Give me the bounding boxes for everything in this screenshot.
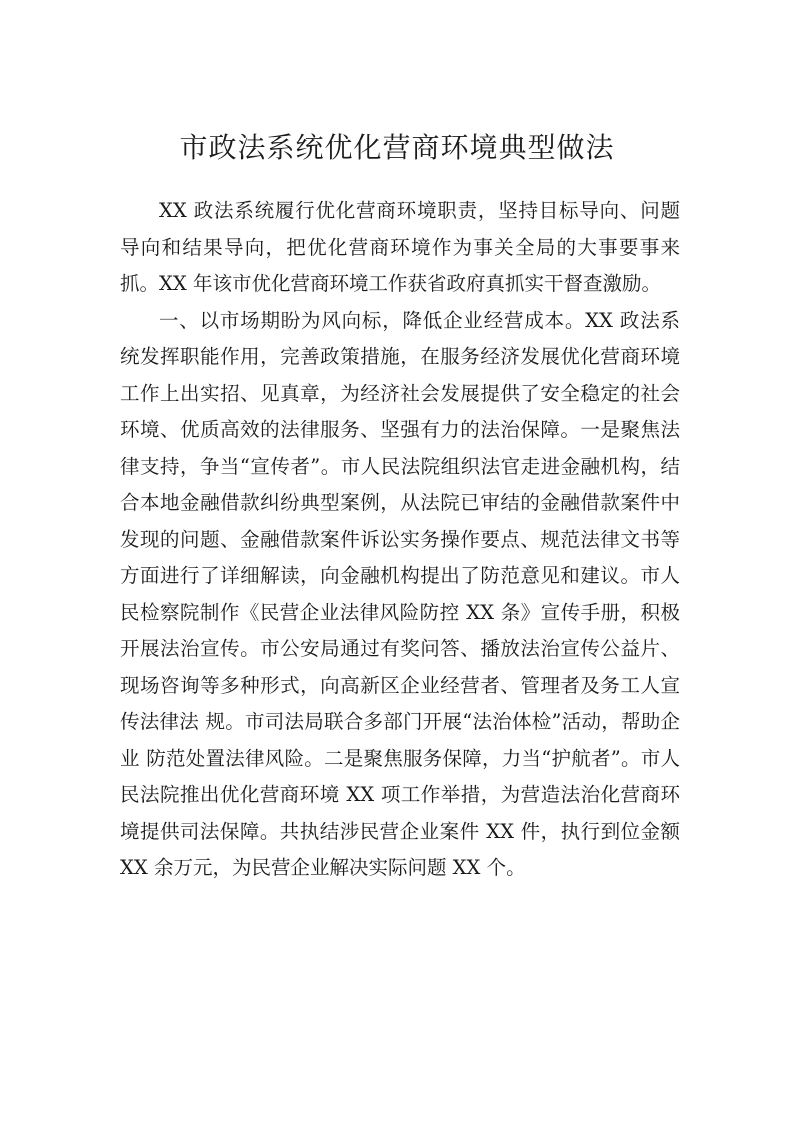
paragraph-section-one: 一、以市场期盼为风向标，降低企业经营成本。XX 政法系统发挥职能作用，完善政策措施，在服务经济发展优化营商环境工作上出实招、见真章，为经济社会发展提供了安全稳定的社会环境、优质高效的法律服务、坚强有力的法治保障。一是聚焦法律支持，争当“宣传者”。市人民法院组织法官走进金融机构，结合本地金融借款纠纷典型案例，从法院已审结的金融借款案件中发现的问题、金融借款案件诉讼实务操作要点、规范法律文书等方面进行了详细解读，向金融机构提出了防范意见和建议。市人民检察院制作《民营企业法律风险防控 XX 条》宣传手册，积极开展法治宣传。市公安局通过有奖问答、播放法治宣传公益片、现场咨询等多种形式，向高新区企业经营者、管理者及务工人宣传法律法 规。市司法局联合多部门开展“法治体检”活动，帮助企业 防范处置法律风险。二是聚焦服务保障，力当“护航者”。市人民法院推出优化营商环境 XX 项工作举措，为营造法治化营商环境提供司法保障。共执结涉民营企业案件 XX 件，执行到位金额 XX 余万元，为民营企业解决实际问题 XX 个。 [120, 308, 680, 879]
document-title: 市政法系统优化营商环境典型做法 [179, 131, 615, 164]
paragraph-intro: XX 政法系统履行优化营商环境职责，坚持目标导向、问题导向和结果导向，把优化营商环境作为事关全局的大事要事来抓。XX 年该市优化营商环境工作获省政府真抓实干督查激励。 [120, 199, 680, 295]
document-body [120, 193, 680, 887]
